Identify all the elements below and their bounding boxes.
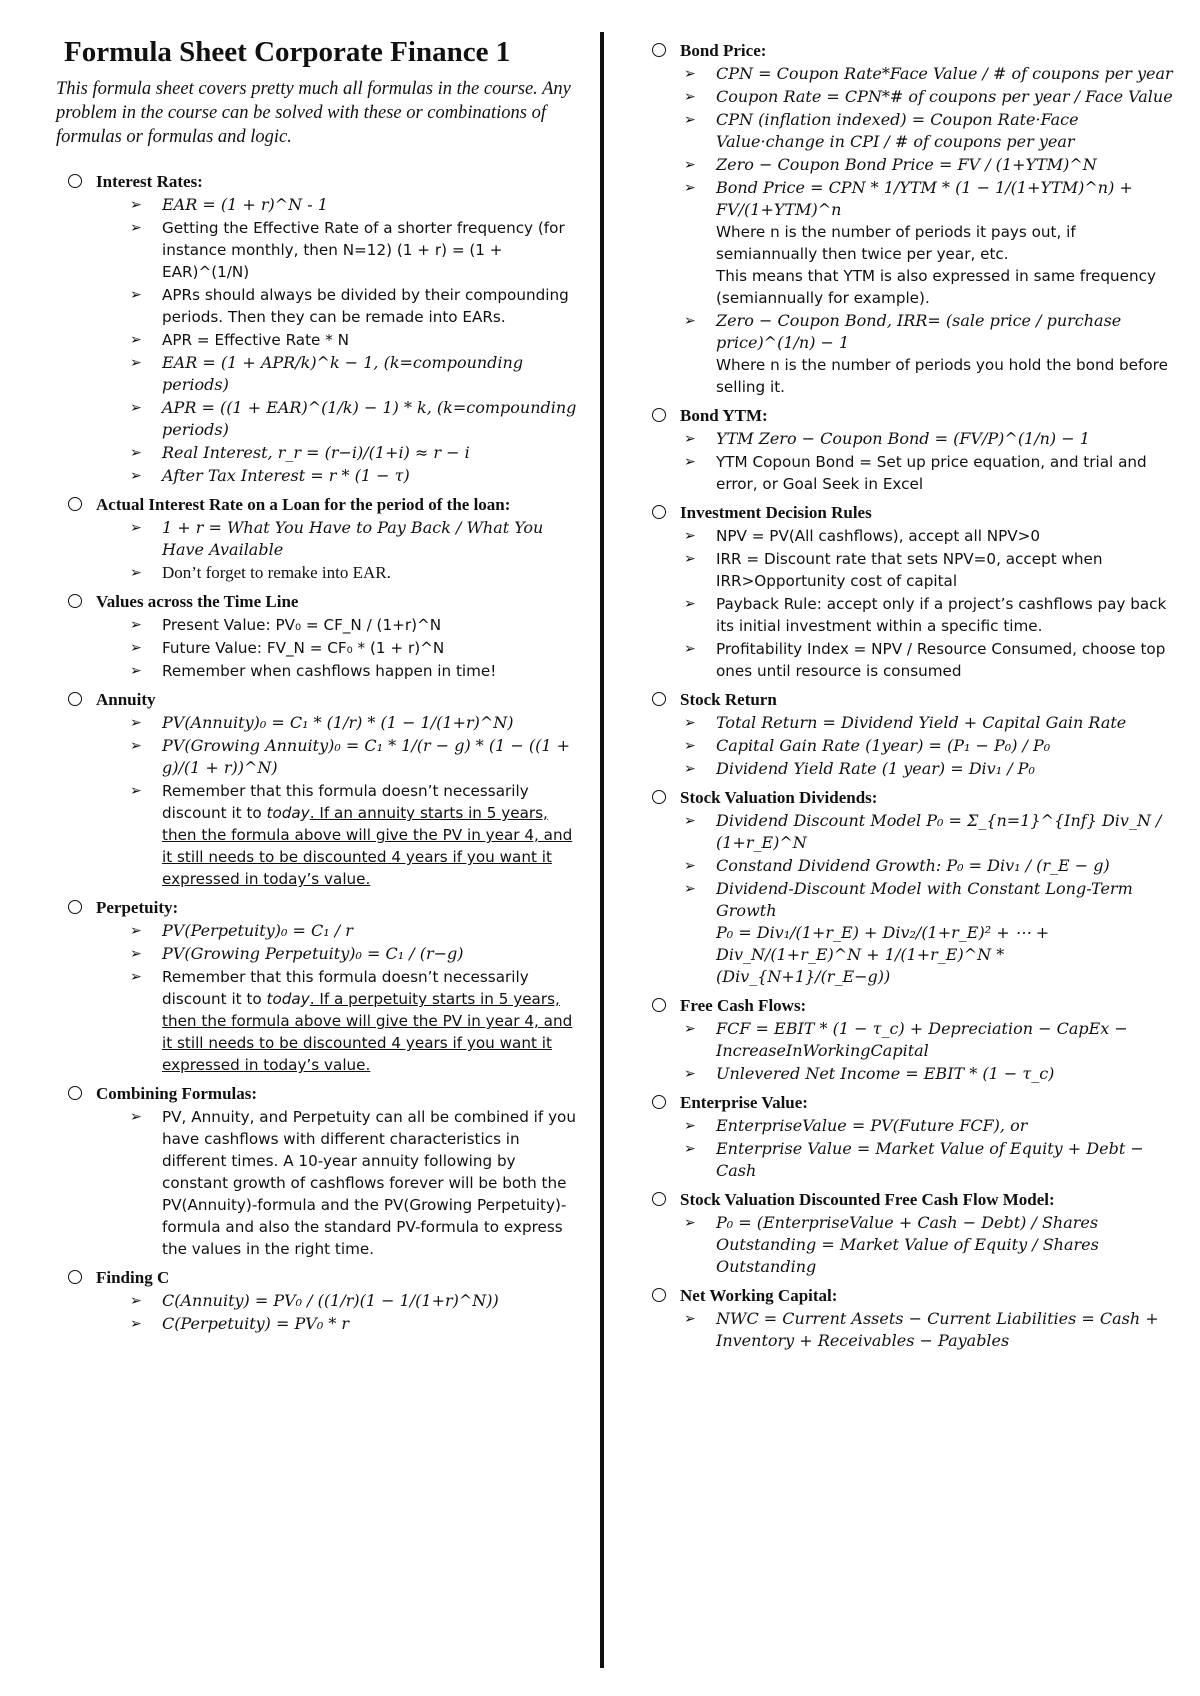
arrow-bullet-icon: ➢ (130, 946, 142, 962)
section-interest-rates (56, 171, 586, 487)
list-item: ➢ PV(Annuity)₀ = C₁ * (1/r) * (1 − 1/(1+r)^N) (130, 713, 514, 732)
column-divider (600, 32, 604, 1668)
list-item: ➢ CPN = Coupon Rate*Face Value / # of coupons per year (684, 64, 1173, 83)
section-title: Values across the Time Line (96, 592, 299, 611)
list-item: ➢ Getting the Effective Rate of a shorter frequency (for instance monthly, then N=12) (1 + r) = (1 + EAR)^(1/N) (130, 219, 565, 281)
section-title: Bond YTM: (680, 406, 768, 425)
arrow-bullet-icon: ➢ (130, 220, 142, 236)
section-time-line (56, 591, 586, 682)
list-item: ➢ Remember that this formula doesn’t necessarily discount it to today. If an annuity starts in 5 years, then the formula above will give the PV in year 4, and it still needs to be discounted 4 years if you want it expressed in today’s value. (130, 782, 573, 888)
bullet-circle-icon (652, 408, 666, 422)
list-item: ➢ Unlevered Net Income = EBIT * (1 − τ_c) (684, 1064, 1055, 1083)
arrow-bullet-icon: ➢ (130, 738, 142, 754)
list-item: ➢ P₀ = (EnterpriseValue + Cash − Debt) / Shares Outstanding = Market Value of Equity / Shares Outstanding (684, 1213, 1099, 1276)
arrow-bullet-icon: ➢ (684, 551, 696, 567)
bullet-circle-icon (652, 692, 666, 706)
section-stock-valuation-dividends (640, 787, 1180, 988)
section-annuity (56, 689, 586, 890)
arrow-bullet-icon: ➢ (684, 738, 696, 754)
list-item: ➢ APR = Effective Rate * N (130, 331, 350, 349)
arrow-bullet-icon: ➢ (130, 520, 142, 536)
arrow-bullet-icon: ➢ (130, 1109, 142, 1125)
list-item: ➢ YTM Copoun Bond = Set up price equation, and trial and error, or Goal Seek in Excel (684, 453, 1147, 493)
bullet-circle-icon (68, 174, 82, 188)
section-enterprise-value (640, 1092, 1180, 1182)
section-title: Combining Formulas: (96, 1084, 258, 1103)
section-combining (56, 1083, 586, 1260)
bullet-circle-icon (68, 1270, 82, 1284)
list-item: ➢ PV(Growing Annuity)₀ = C₁ * 1/(r − g) * (1 − ((1 + g)/(1 + r))^N) (130, 736, 571, 777)
list-item: ➢ C(Annuity) = PV₀ / ((1/r)(1 − 1/(1+r)^N)) (130, 1291, 499, 1310)
arrow-bullet-icon: ➢ (684, 813, 696, 829)
bullet-circle-icon (652, 998, 666, 1012)
bullet-circle-icon (652, 43, 666, 57)
section-title: Investment Decision Rules (680, 503, 872, 522)
list-item: ➢ CPN (inflation indexed) = Coupon Rate·Face Value·change in CPI / # of coupons per year (684, 110, 1079, 151)
arrow-bullet-icon: ➢ (130, 663, 142, 679)
list-item: ➢ YTM Zero − Coupon Bond = (FV/P)^(1/n) − 1 (684, 429, 1090, 448)
section-discounted-fcf (640, 1189, 1180, 1278)
arrow-bullet-icon: ➢ (684, 89, 696, 105)
arrow-bullet-icon: ➢ (684, 454, 696, 470)
section-actual-interest (56, 494, 586, 584)
list-item: ➢ APR = ((1 + EAR)^(1/k) − 1) * k, (k=compounding periods) (130, 398, 577, 439)
arrow-bullet-icon: ➢ (684, 881, 696, 897)
list-item: ➢ Zero − Coupon Bond Price = FV / (1+YTM)^N (684, 155, 1097, 174)
section-title: Perpetuity: (96, 898, 179, 917)
list-item: ➢ C(Perpetuity) = PV₀ * r (130, 1314, 350, 1333)
section-free-cash-flows (640, 995, 1180, 1085)
list-item: ➢ Remember when cashflows happen in time! (130, 662, 497, 680)
right-column (640, 40, 1180, 1359)
arrow-bullet-icon: ➢ (684, 1118, 696, 1134)
list-item: ➢ EnterpriseValue = PV(Future FCF), or (684, 1116, 1028, 1135)
arrow-bullet-icon: ➢ (684, 66, 696, 82)
arrow-bullet-icon: ➢ (130, 640, 142, 656)
arrow-bullet-icon: ➢ (130, 355, 142, 371)
arrow-bullet-icon: ➢ (684, 528, 696, 544)
list-item: ➢ Real Interest, r_r = (r−i)/(1+i) ≈ r − i (130, 443, 470, 462)
list-item: ➢ FCF = EBIT * (1 − τ_c) + Depreciation − CapEx − IncreaseInWorkingCapital (684, 1019, 1128, 1060)
bullet-circle-icon (652, 790, 666, 804)
list-item: ➢ PV(Growing Perpetuity)₀ = C₁ / (r−g) (130, 944, 464, 963)
arrow-bullet-icon: ➢ (130, 617, 142, 633)
arrow-bullet-icon: ➢ (684, 596, 696, 612)
left-column (56, 36, 586, 1342)
arrow-bullet-icon: ➢ (130, 445, 142, 461)
arrow-bullet-icon: ➢ (130, 400, 142, 416)
bullet-circle-icon (652, 505, 666, 519)
section-bond-ytm (640, 405, 1180, 495)
arrow-bullet-icon: ➢ (684, 157, 696, 173)
arrow-bullet-icon: ➢ (684, 641, 696, 657)
arrow-bullet-icon: ➢ (684, 112, 696, 128)
arrow-bullet-icon: ➢ (684, 180, 696, 196)
list-item: ➢ 1 + r = What You Have to Pay Back / What You Have Available (130, 518, 544, 559)
list-item: ➢ NPV = PV(All cashflows), accept all NPV>0 (684, 527, 1041, 545)
bullet-circle-icon (68, 900, 82, 914)
arrow-bullet-icon: ➢ (684, 1215, 696, 1231)
list-item: ➢ Profitability Index = NPV / Resource Consumed, choose top ones until resource is consumed (684, 640, 1166, 680)
bullet-circle-icon (652, 1095, 666, 1109)
arrow-bullet-icon: ➢ (684, 1141, 696, 1157)
list-item: ➢ NWC = Current Assets − Current Liabilities = Cash + Inventory + Receivables − Payables (684, 1309, 1159, 1350)
arrow-bullet-icon: ➢ (684, 761, 696, 777)
section-finding-c (56, 1267, 586, 1335)
arrow-bullet-icon: ➢ (130, 715, 142, 731)
arrow-bullet-icon: ➢ (130, 332, 142, 348)
arrow-bullet-icon: ➢ (130, 468, 142, 484)
section-perpetuity (56, 897, 586, 1076)
list-item: ➢ Coupon Rate = CPN*# of coupons per year / Face Value (684, 87, 1173, 106)
bullet-circle-icon (652, 1192, 666, 1206)
list-item: ➢ Remember that this formula doesn’t necessarily discount it to today. If a perpetuity starts in 5 years, then the formula above will give the PV in year 4, and it still needs to be discounted 4 years if you want it expressed in today’s value. (130, 968, 573, 1074)
page-title: Formula Sheet Corporate Finance 1 (64, 36, 511, 68)
bullet-circle-icon (68, 692, 82, 706)
bullet-circle-icon (68, 1086, 82, 1100)
bullet-circle-icon (68, 497, 82, 511)
list-item: ➢ Don’t forget to remake into EAR. (130, 563, 391, 582)
list-item: ➢ EAR = (1 + r)^N - 1 (130, 195, 328, 214)
section-stock-return (640, 689, 1180, 780)
arrow-bullet-icon: ➢ (684, 1066, 696, 1082)
list-item: ➢ Dividend Discount Model P₀ = Σ_{n=1}^{Inf} Div_N / (1+r_E)^N (684, 811, 1162, 852)
list-item: ➢ Enterprise Value = Market Value of Equity + Debt − Cash (684, 1139, 1144, 1180)
arrow-bullet-icon: ➢ (130, 1316, 142, 1332)
arrow-bullet-icon: ➢ (130, 923, 142, 939)
section-title: Actual Interest Rate on a Loan for the period of the loan: (96, 495, 511, 514)
list-item: ➢ After Tax Interest = r * (1 − τ) (130, 466, 410, 485)
arrow-bullet-icon: ➢ (130, 565, 142, 581)
arrow-bullet-icon: ➢ (684, 715, 696, 731)
list-item: ➢ Constand Dividend Growth: P₀ = Div₁ / (r_E − g) (684, 856, 1110, 875)
list-item: ➢ EAR = (1 + APR/k)^k − 1, (k=compounding periods) (130, 353, 524, 394)
arrow-bullet-icon: ➢ (684, 313, 696, 329)
section-title: Finding C (96, 1268, 170, 1287)
section-title: Stock Return (680, 690, 777, 709)
list-item: ➢ Zero − Coupon Bond, IRR= (sale price / purchase price)^(1/n) − 1 Where n is the number of periods you hold the bond before selling it. (684, 311, 1168, 396)
section-title: Stock Valuation Dividends: (680, 788, 878, 807)
list-item: ➢ APRs should always be divided by their compounding periods. Then they can be remade into EARs. (130, 286, 569, 326)
list-item: ➢ Dividend Yield Rate (1 year) = Div₁ / P₀ (684, 759, 1035, 778)
list-item: ➢ Present Value: PV₀ = CF_N / (1+r)^N (130, 616, 442, 634)
bullet-circle-icon (652, 1288, 666, 1302)
intro-text: This formula sheet covers pretty much all formulas in the course. Any problem in the course can be solved with these or combinations of formulas or formulas and logic. (56, 79, 571, 147)
section-net-working-capital (640, 1285, 1180, 1352)
section-title: Bond Price: (680, 41, 767, 60)
list-item: ➢ Future Value: FV_N = CF₀ * (1 + r)^N (130, 639, 445, 657)
arrow-bullet-icon: ➢ (684, 431, 696, 447)
arrow-bullet-icon: ➢ (130, 197, 142, 213)
list-item: ➢ IRR = Discount rate that sets NPV=0, accept when IRR>Opportunity cost of capital (684, 550, 1103, 590)
list-item: ➢ PV, Annuity, and Perpetuity can all be combined if you have cashflows with different characteristics in different times. A 10-year annuity following by constant growth of cashflows forever will be both the PV(Annuity)-formula and the PV(Growing Perpetuity)-formula and also the standard PV-formula to express the values in the right time. (130, 1108, 576, 1258)
section-bond-price (640, 40, 1180, 398)
list-item: ➢ Bond Price = CPN * 1/YTM * (1 − 1/(1+YTM)^n) + FV/(1+YTM)^n Where n is the number of periods it pays out, if semiannually then twice per year, etc. This means that YTM is also expressed in same frequency (semiannually for example). (684, 178, 1156, 307)
arrow-bullet-icon: ➢ (130, 783, 142, 799)
list-item: ➢ Dividend-Discount Model with Constant Long-Term Growth P₀ = Div₁/(1+r_E) + Div₂/(1+r_E)² + ⋯ + Div_N/(1+r_E)^N + 1/(1+r_E)^N * (Div_{N+1}/(r_E−g)) (684, 879, 1133, 986)
arrow-bullet-icon: ➢ (130, 287, 142, 303)
section-title: Stock Valuation Discounted Free Cash Flow Model: (680, 1190, 1055, 1209)
section-title: Enterprise Value: (680, 1093, 808, 1112)
arrow-bullet-icon: ➢ (130, 1293, 142, 1309)
section-title: Free Cash Flows: (680, 996, 807, 1015)
bullet-circle-icon (68, 594, 82, 608)
section-investment-rules (640, 502, 1180, 682)
list-item: ➢ Payback Rule: accept only if a project’s cashflows pay back its initial investment within a specific time. (684, 595, 1167, 635)
section-title: Net Working Capital: (680, 1286, 838, 1305)
arrow-bullet-icon: ➢ (684, 1021, 696, 1037)
list-item: ➢ Total Return = Dividend Yield + Capital Gain Rate (684, 713, 1127, 732)
arrow-bullet-icon: ➢ (684, 1311, 696, 1327)
arrow-bullet-icon: ➢ (130, 969, 142, 985)
list-item: ➢ Capital Gain Rate (1year) = (P₁ − P₀) / P₀ (684, 736, 1051, 755)
section-title: Interest Rates: (96, 172, 203, 191)
list-item: ➢ PV(Perpetuity)₀ = C₁ / r (130, 921, 353, 940)
arrow-bullet-icon: ➢ (684, 858, 696, 874)
section-title: Annuity (96, 690, 156, 709)
